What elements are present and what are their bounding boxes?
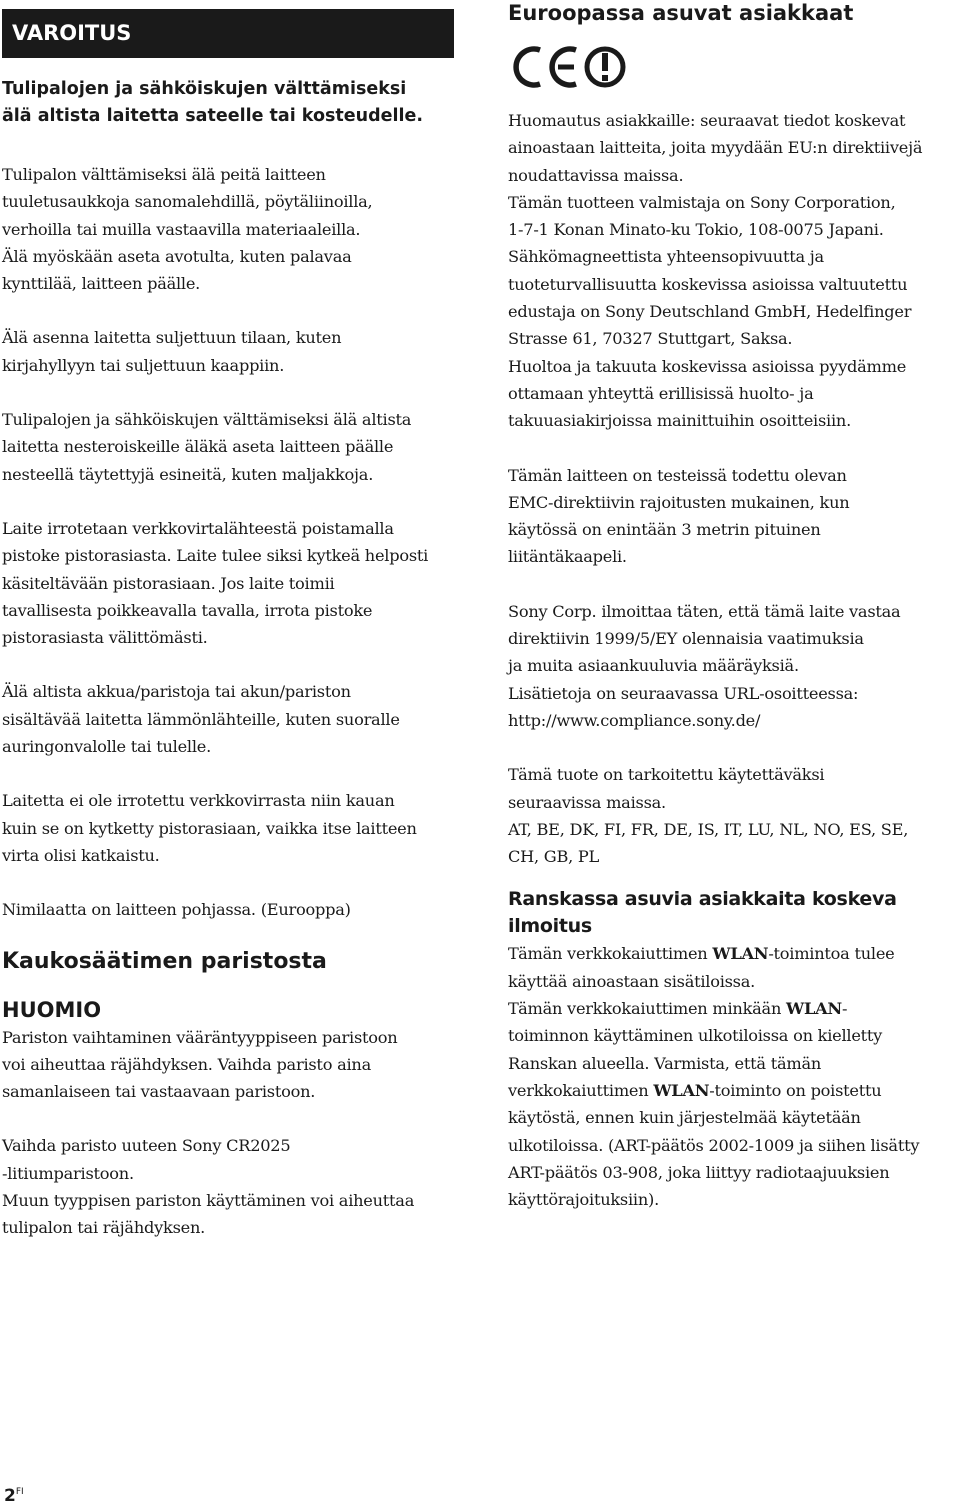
text-line: Strasse 61, 70327 Stuttgart, Saksa. (508, 329, 793, 349)
paragraph-battery-explosion (2, 1024, 460, 1106)
text-line: noudattavissa maissa. (508, 165, 684, 185)
text-line: Tämän tuotteen valmistaja on Sony Corporation, (508, 192, 896, 212)
text-line: ulkotiloissa. (ART-päätös 2002-1009 ja siihen lisätty (508, 1135, 920, 1155)
text-line: -litiumparistoon. (2, 1163, 134, 1183)
text-line: käsiteltävään pistorasiaan. Jos laite toimii (2, 573, 335, 593)
france-body (508, 940, 960, 1213)
text-line: seuraavissa maissa. (508, 792, 666, 812)
text-line: tuuletusaukkoja sanomalehdillä, pöytäliinoilla, (2, 192, 373, 212)
wlan-term: WLAN (786, 999, 842, 1019)
page-number: $2^{FI}$ (4, 1486, 24, 1506)
text-line: Sony Corp. ilmoittaa täten, että tämä laite vastaa (508, 601, 901, 621)
text-line: auringonvalolle tai tulelle. (2, 737, 211, 757)
text-line: samanlaiseen tai vastaavaan paristoon. (2, 1082, 316, 1102)
ce-alert-mark (508, 44, 628, 90)
text-line: Muun tyyppisen pariston käyttäminen voi aiheuttaa (2, 1191, 415, 1211)
text-line: kirjahyllyyn tai suljettuun kaappiin. (2, 355, 285, 375)
text-line: pistoke pistorasiasta. Laite tulee siksi kytkeä helposti (2, 546, 429, 566)
warning-body (2, 161, 460, 924)
text-line: kuin se on kytketty pistorasiaan, vaikka itse laitteen (2, 818, 417, 838)
paragraph-mains-connected (2, 787, 460, 869)
text-line: direktiivin 1999/5/EY olennaisia vaatimuksia (508, 629, 864, 649)
text-line: Tämän verkkokaiuttimen minkään WLAN- (508, 999, 848, 1019)
right-column (508, 0, 960, 1213)
remote-battery-heading: Kaukosäätimen paristosta (2, 948, 327, 974)
text-line: edustaja on Sony Deutschland GmbH, Hedelfinger (508, 302, 912, 322)
wlan-term: WLAN (712, 944, 769, 964)
compliance-marks (508, 44, 960, 90)
text-line: Sähkömagneettista yhteensopivuutta ja (508, 247, 824, 267)
text-line: tulipalon tai räjähdyksen. (2, 1218, 206, 1238)
paragraph-eu-notice (508, 107, 960, 435)
text-line: Tulipalon välttämiseksi älä peitä laitteen (2, 165, 326, 184)
text-line: Laite irrotetaan verkkovirtalähteestä poistamalla (2, 518, 394, 538)
text-line: EMC-direktiivin rajoitusten mukainen, kun (508, 492, 850, 512)
text-line: Tämän verkkokaiuttimen WLAN-toimintoa tulee (508, 944, 895, 964)
text-line: Tämän laitteen on testeissä todettu olevan (508, 465, 847, 485)
language-code: FI (15, 1487, 24, 1497)
text-line: käytöstä, ennen kuin järjestelmää käytetään (508, 1108, 861, 1128)
text-line: toiminnon käyttäminen ulkotiloissa on kielletty (508, 1026, 883, 1046)
text-line: käytössä on enintään 3 metrin pituinen (508, 520, 821, 540)
battery-body (2, 1024, 460, 1242)
text-line: Tulipalojen ja sähköiskujen välttämiseksi älä altista (2, 410, 412, 430)
text-line: 1-7-1 Konan Minato-ku Tokio, 108-0075 Japani. (508, 220, 884, 240)
paragraph-ventilation (2, 161, 460, 297)
text-line: laitetta nesteroiskeille äläkä aseta laitteen päälle (2, 437, 394, 457)
text-line: Älä asenna laitetta suljettuun tilaan, kuten (2, 328, 342, 348)
text-line: virta olisi katkaistu. (2, 845, 160, 865)
text-line: käyttörajoituksiin). (508, 1190, 659, 1210)
compliance-url: http://www.compliance.sony.de/ (508, 710, 761, 730)
text-line: Pariston vaihtaminen vääräntyyppiseen paristoon (2, 1027, 398, 1047)
france-heading-line: Ranskassa asuvia asiakkaita koskeva (508, 888, 897, 911)
europe-heading: Euroopassa asuvat asiakkaat (508, 1, 854, 25)
text-line: nesteellä täytettyjä esineitä, kuten maljakkoja. (2, 464, 374, 484)
text-line: ainoastaan laitteita, joita myydään EU:n direktiivejä (508, 138, 923, 158)
europe-body (508, 107, 960, 870)
paragraph-liquids (2, 406, 460, 488)
paragraph-declaration (508, 598, 960, 734)
text-line: AT, BE, DK, FI, FR, DE, IS, IT, LU, NL, NO, ES, SE, (508, 819, 909, 839)
warning-bold-line: älä altista laitetta sateelle tai kosteudelle. (2, 106, 423, 126)
france-heading (508, 886, 960, 940)
text-line: kynttilää, laitteen päälle. (2, 274, 201, 294)
text-line: Älä myöskään aseta avotulta, kuten palavaa (2, 246, 352, 266)
france-heading-line: ilmoitus (508, 915, 592, 938)
text-line: Laitetta ei ole irrotettu verkkovirrasta niin kauan (2, 791, 395, 811)
paragraph-battery-replace (2, 1132, 460, 1241)
text-line: Huoltoa ja takuuta koskevissa asioissa pyydämme (508, 356, 907, 376)
paragraph-mains-plug (2, 515, 460, 651)
text-line: takuuasiakirjoissa mainittuihin osoitteisiin. (508, 411, 851, 431)
text-line: CH, GB, PL (508, 847, 600, 867)
text-line: käyttää ainoastaan sisätiloissa. (508, 971, 756, 991)
text-line: tavallisesta poikkeavalla tavalla, irrota pistoke (2, 600, 373, 620)
text-line: ja muita asiaankuuluvia määräyksiä. (508, 656, 799, 676)
text-line: ottamaan yhteyttä erillisissä huolto- ja (508, 383, 814, 403)
text-line: tuoteturvallisuutta koskevissa asioissa valtuutettu (508, 274, 908, 294)
paragraph-nameplate: Nimilaatta on laitteen pohjassa. (Eurooppa) (2, 900, 351, 920)
text-line: Vaihda paristo uuteen Sony CR2025 (2, 1136, 291, 1156)
paragraph-heat (2, 678, 460, 760)
warning-bold-line: Tulipalojen ja sähköiskujen välttämiseksi (2, 79, 407, 99)
left-column (2, 0, 460, 1242)
text-line: sisältävää laitetta lämmönlähteille, kuten suoralle (2, 709, 400, 729)
text-line: liitäntäkaapeli. (508, 547, 627, 567)
text-line: verhoilla tai muilla vastaavilla materiaaleilla. (2, 219, 361, 239)
paragraph-emc (508, 462, 960, 571)
wlan-term: WLAN (653, 1080, 710, 1100)
paragraph-enclosure (2, 324, 460, 379)
paragraph-countries (508, 761, 960, 870)
text-line: Tämä tuote on tarkoitettu käytettäväksi (508, 765, 825, 785)
warning-banner: VAROITUS (2, 9, 454, 58)
warning-bold-text (2, 76, 460, 130)
text-line: Lisätietoja on seuraavassa URL-osoitteessa: (508, 683, 859, 703)
text-line: Ranskan alueella. Varmista, että tämän (508, 1053, 822, 1073)
text-line: ART-päätös 03-908, joka liittyy radiotaajuuksien (508, 1162, 890, 1182)
text-line: Huomautus asiakkaille: seuraavat tiedot koskevat (508, 111, 906, 130)
text-line: pistorasiasta välittömästi. (2, 628, 208, 648)
text-line: verkkokaiuttimen WLAN-toiminto on poistettu (508, 1080, 882, 1100)
text-line: Älä altista akkua/paristoja tai akun/pariston (2, 682, 351, 702)
caution-heading: HUOMIO (2, 997, 102, 1022)
text-line: voi aiheuttaa räjähdyksen. Vaihda paristo aina (2, 1054, 371, 1074)
